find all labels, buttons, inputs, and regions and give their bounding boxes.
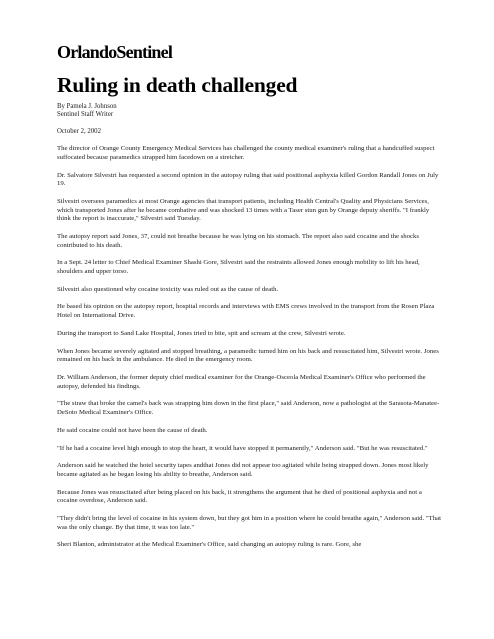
article-date: October 2, 2002 xyxy=(57,127,101,135)
paragraph: When Jones became severely agitated and stopped breathing, a paramedic turned him on his back and resuscitated him, Silvestri wrote. Jones remained on his back in the ambulance. He died in the emergency room. xyxy=(57,347,439,364)
paragraph: Silvestri oversees paramedics at most Orange agencies that transport patients, including Health Central's Quality and Physicians Services, which transported Jones after he became combative and was shocked 13 times with a Taser stun gun by Orange deputy sheriffs. "I frankly think the report is inaccurate," Silvestri said Tuesday. xyxy=(57,197,430,223)
paragraph: Because Jones was resuscitated after being placed on his back, it strengthens the argument that he died of positional asphyxia and not a cocaine overdose, Anderson said. xyxy=(57,488,422,505)
paragraph: The autopsy report said Jones, 37, could not breathe because he was lying on his stomach. The report also said cocaine and the shocks contributed to his death. xyxy=(57,232,420,249)
paragraph: He based his opinion on the autopsy report, hospital records and interviews with EMS crews involved in the transport from the Rosen Plaza Hotel on International Drive. xyxy=(57,303,435,320)
paragraph: The director of Orange County Emergency Medical Services has challenged the county medical examiner's ruling that a handcuffed suspect suffocated because paramedics strapped him facedown on a stretcher. xyxy=(57,145,435,161)
paragraph: "They didn't bring the level of cocaine in his system down, but they got him in a position where he could breathe again," Anderson said. "That was the only change. By that time, it was too late." xyxy=(57,515,442,531)
paragraph: "The straw that broke the camel's back was strapping him down in the first place," said Anderson, now a pathologist at the Sarasota-Manatee-DeSoto Medical Examiner's Office. xyxy=(57,400,440,416)
paragraph: "If he had a cocaine level high enough to stop the heart, it would have stopped it permanently," Anderson said. "But he was resuscitated." xyxy=(57,444,428,452)
paragraph: In a Sept. 24 letter to Chief Medical Examiner Shashi Gore, Silvestri said the restraints allowed Jones enough mobility to lift his head, shoulders and upper torso. xyxy=(57,259,420,275)
article-body xyxy=(57,145,442,550)
byline-title: Sentinel Staff Writer xyxy=(57,111,114,119)
masthead-logo: OrlandoSentinel xyxy=(57,42,173,62)
byline xyxy=(57,103,442,120)
article-page xyxy=(57,42,442,559)
byline-author: By Pamela J. Johnson xyxy=(57,103,117,110)
paragraph: He said cocaine could not have been the cause of death. xyxy=(57,426,208,434)
paragraph: Silvestri also questioned why cocaine toxicity was ruled out as the cause of death. xyxy=(57,285,279,293)
paragraph: During the transport to Sand Lake Hospital, Jones tried to bite, spit and scream at the crew, Silvestri wrote. xyxy=(57,329,346,337)
paragraph: Anderson said he watched the hotel security tapes andthat Jones did not appear too agitated while being strapped down. Jones most likely became agitated as he began losing his ability to breathe, Anderson said. xyxy=(57,462,429,478)
article-headline: Ruling in death challenged xyxy=(57,73,298,97)
paragraph: Dr. Salvatore Silvestri has requested a second opinion in the autopsy ruling that said positional asphyxia killed Gordon Randall Jones on July 19. xyxy=(57,171,439,188)
paragraph: Dr. William Anderson, the former deputy chief medical examiner for the Orange-Osceola Medical Examiner's Office who performed the autopsy, defended his findings. xyxy=(57,374,426,390)
paragraph: Sheri Blanton, administrator at the Medical Examiner's Office, said changing an autopsy ruling is rare. Gore, she xyxy=(57,541,362,549)
